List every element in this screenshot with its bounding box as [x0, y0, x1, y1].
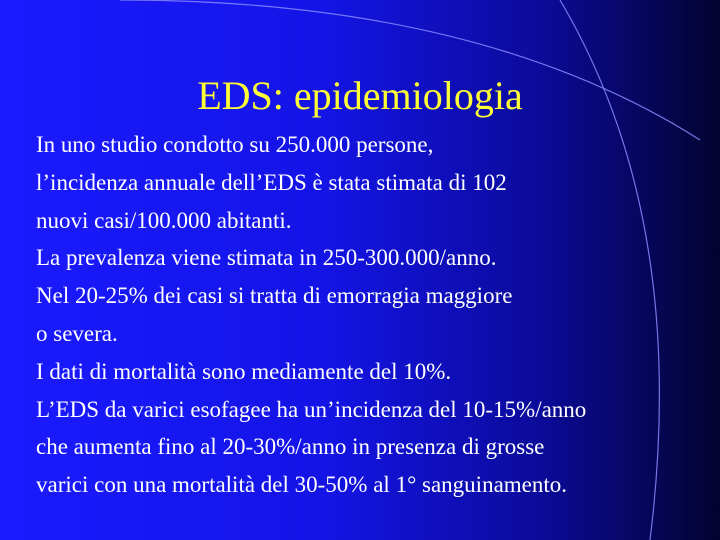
body-line-2: l’incidenza annuale dell’EDS è stata stimata di 102: [36, 169, 507, 195]
body-line-6: o severa.: [36, 320, 118, 346]
body-line-7: I dati di mortalità sono mediamente del 10%.: [36, 358, 452, 384]
slide-title: EDS: epidemiologia: [197, 73, 523, 118]
body-line-5: Nel 20-25% dei casi si tratta di emorragia maggiore: [36, 283, 513, 309]
body-line-4: La prevalenza viene stimata in 250-300.000/anno.: [36, 245, 497, 271]
slide-body: [36, 126, 716, 504]
body-line-8: L’EDS da varici esofagee ha un’incidenza del 10-15%/anno: [36, 396, 587, 422]
body-line-9: che aumenta fino al 20-30%/anno in presenza di grosse: [36, 434, 545, 460]
body-line-10: varici con una mortalità del 30-50% al 1° sanguinamento.: [36, 472, 568, 498]
body-line-3: nuovi casi/100.000 abitanti.: [36, 207, 292, 233]
body-line-1: In uno studio condotto su 250.000 persone,: [36, 132, 434, 157]
